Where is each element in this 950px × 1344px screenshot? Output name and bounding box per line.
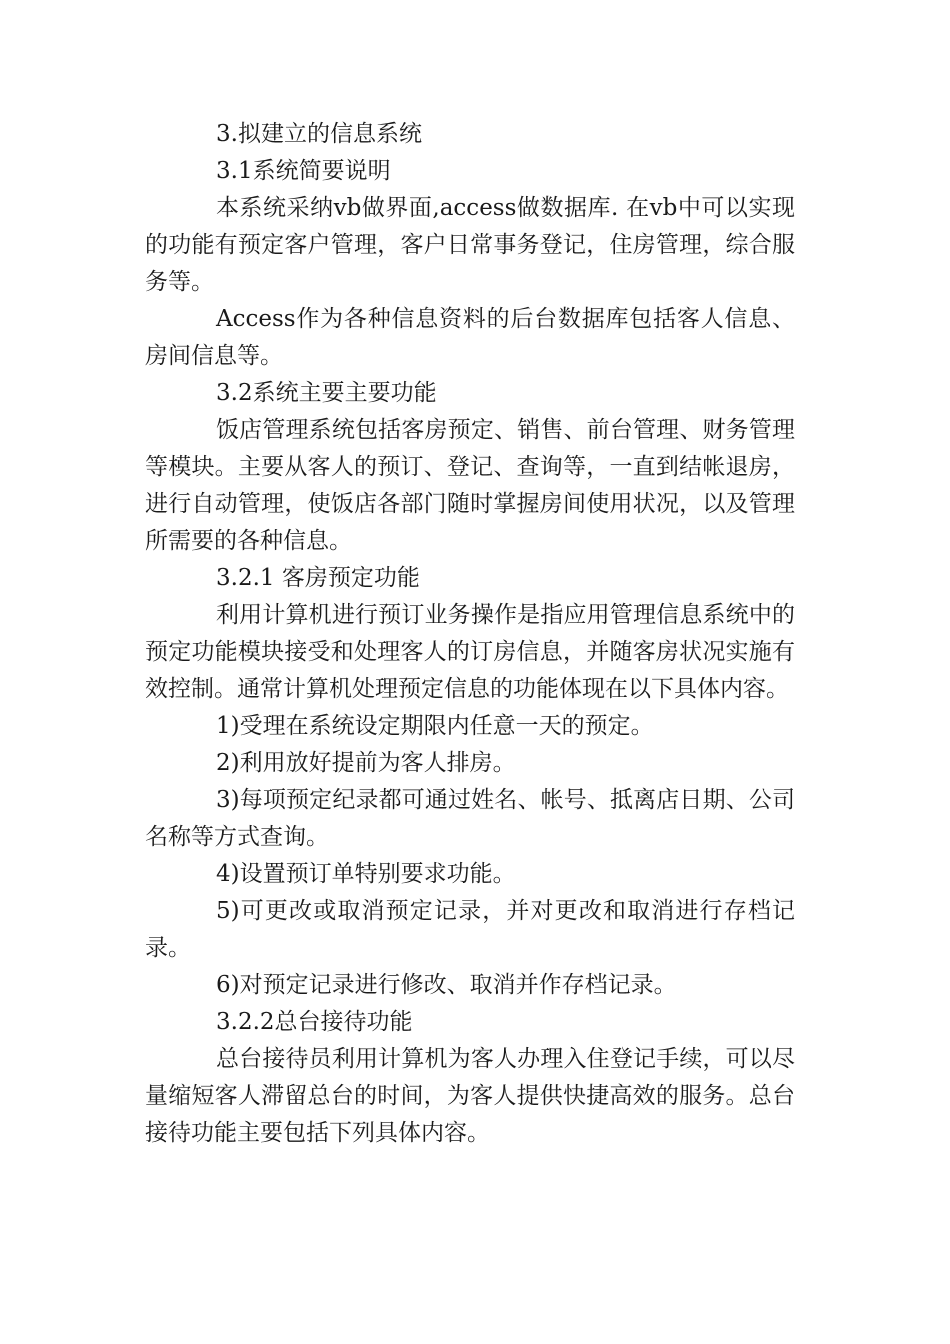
list-item: 6)对预定记录进行修改、取消并作存档记录。 [216,972,677,998]
body-paragraph: 总台接待员利用计算机为客人办理入住登记手续，可以尽量缩短客人滞留总台的时间，为客人提供快捷高效的服务。总台接待功能主要包括下列具体内容。 [145,1046,795,1146]
subsubsection-heading: 3.2.2总台接待功能 [216,1009,413,1035]
document-body [145,116,795,1152]
subsection-heading: 3.1系统简要说明 [216,158,391,184]
body-paragraph: 本系统采纳vb做界面,access做数据库. 在vb中可以实现的功能有预定客户管理，客户日常事务登记，住房管理，综合服务等。 [145,195,795,295]
list-item: 4)设置预订单特别要求功能。 [216,861,516,887]
body-paragraph: 利用计算机进行预订业务操作是指应用管理信息系统中的预定功能模块接受和处理客人的订房信息，并随客房状况实施有效控制。通常计算机处理预定信息的功能体现在以下具体内容。 [145,602,795,702]
subsubsection-heading: 3.2.1 客房预定功能 [216,565,420,591]
list-item: 2)利用放好提前为客人排房。 [216,750,516,776]
section-heading: 3.拟建立的信息系统 [216,121,422,147]
list-item: 3)每项预定纪录都可通过姓名、帐号、抵离店日期、公司名称等方式查询。 [145,787,795,850]
body-paragraph: Access作为各种信息资料的后台数据库包括客人信息、房间信息等。 [145,306,795,369]
subsection-heading: 3.2系统主要主要功能 [216,380,437,406]
list-item: 1)受理在系统设定期限内任意一天的预定。 [216,713,654,739]
list-item: 5)可更改或取消预定记录，并对更改和取消进行存档记录。 [145,898,795,961]
body-paragraph: 饭店管理系统包括客房预定、销售、前台管理、财务管理等模块。主要从客人的预订、登记、查询等，一直到结帐退房，进行自动管理，使饭店各部门随时掌握房间使用状况，以及管理所需要的各种信息。 [145,417,795,554]
